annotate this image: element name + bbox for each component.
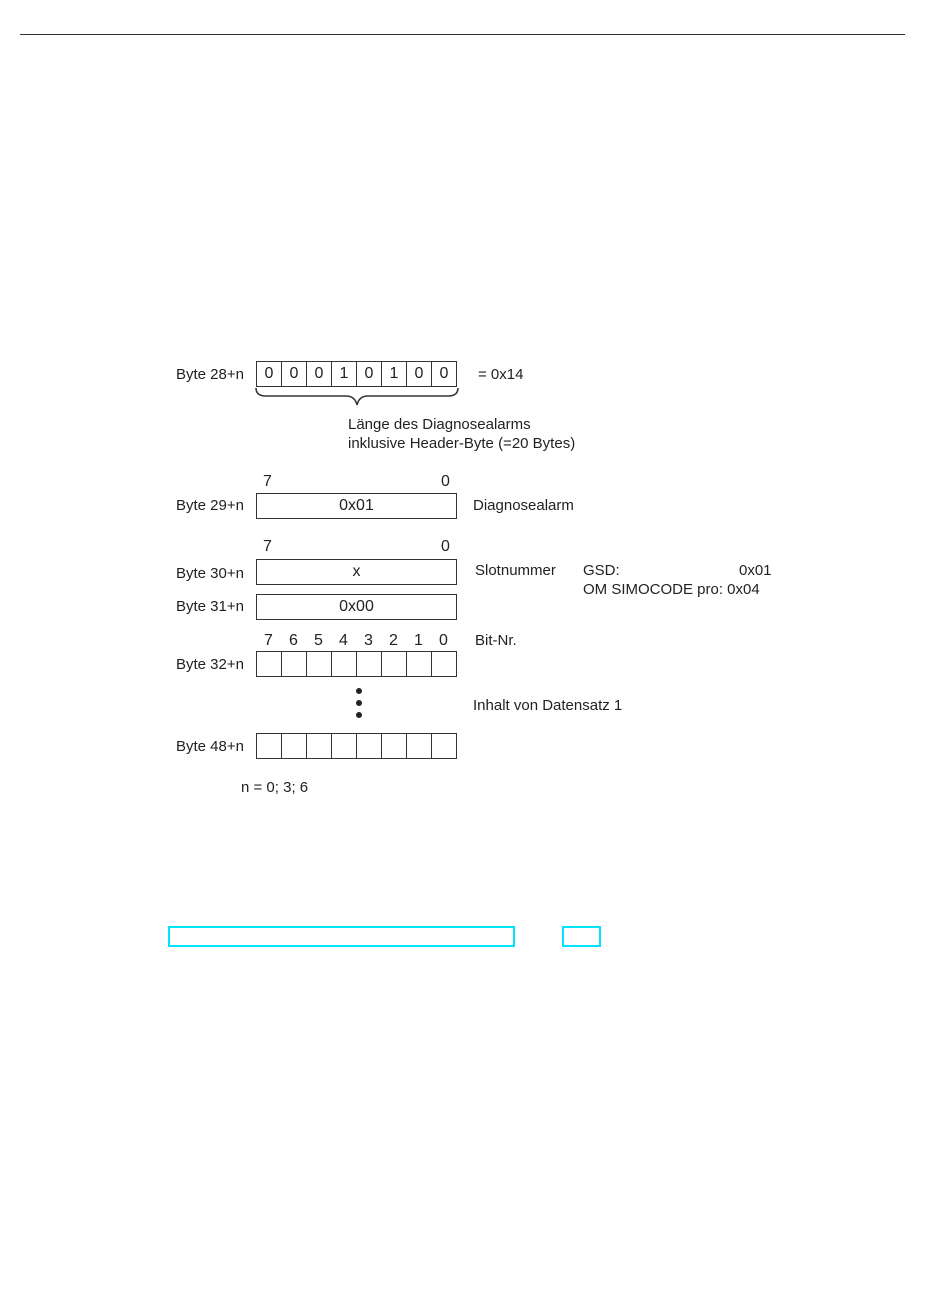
ellipsis-dot [356,700,362,706]
byte30-bit-low: 0 [441,538,450,555]
bit-number-row [256,631,456,651]
bit-cell [382,734,407,758]
bit-cell [307,734,332,758]
bit-cell [332,734,357,758]
byte48-bit-row [256,733,457,759]
bit-cell [332,652,357,676]
byte28-bit-5: 0 [307,362,332,386]
byte28-bit-2: 1 [382,362,407,386]
byte29-description: Diagnosealarm [473,497,574,514]
gsd-label: GSD: [583,562,620,579]
bit-number: 0 [439,632,448,649]
bit-cell [282,734,307,758]
bit-cell [407,734,432,758]
byte28-bit-7: 0 [257,362,282,386]
bit-cell [432,734,456,758]
byte28-hex-value: = 0x14 [478,366,524,383]
bit-nr-caption: Bit-Nr. [475,632,517,649]
byte28-label: Byte 28+n [176,366,244,383]
byte32-bit-row [256,651,457,677]
byte31-value-box: 0x00 [256,594,457,620]
bit-cell [357,734,382,758]
byte48-label: Byte 48+n [176,738,244,755]
byte32-label: Byte 32+n [176,656,244,673]
byte30-label: Byte 30+n [176,565,244,582]
byte28-bit-3: 0 [357,362,382,386]
byte30-bit-high: 7 [263,538,272,555]
byte28-bit-0: 0 [439,365,449,382]
byte29-value-box: 0x01 [256,493,457,519]
om-simocode-label: OM SIMOCODE pro: 0x04 [583,581,760,598]
link-highlight-box[interactable] [168,926,515,947]
byte31-label: Byte 31+n [176,598,244,615]
bit-number: 3 [364,632,373,649]
bit-number: 4 [339,632,348,649]
bit-cell [432,652,456,676]
datensatz-caption: Inhalt von Datensatz 1 [473,697,623,714]
byte29-label: Byte 29+n [176,497,244,514]
bit-cell [407,652,432,676]
byte28-bit-4: 1 [332,362,357,386]
slotnummer-label: Slotnummer [475,562,556,579]
bit-cell [257,734,282,758]
header-rule [20,34,905,35]
brace-caption-line1: Länge des Diagnosealarms [348,416,531,433]
n-footnote: n = 0; 3; 6 [241,779,309,796]
bit-cell [282,652,307,676]
bit-number: 7 [264,632,273,649]
byte28-bit-1: 0 [407,362,432,386]
bit-cell [257,652,282,676]
ellipsis-dot [356,688,362,694]
bit-cell [382,652,407,676]
byte30-value-box: x [256,559,457,585]
byte29-bit-high: 7 [263,473,272,490]
gsd-value: 0x01 [739,562,772,579]
bit-cell [307,652,332,676]
bit-cell [357,652,382,676]
link-highlight-box-small[interactable] [562,926,601,947]
byte28-bit-6: 0 [282,362,307,386]
bit-number: 1 [414,632,423,649]
brace-caption-line2: inklusive Header-Byte (=20 Bytes) [348,435,576,452]
byte28-bit-row [256,361,457,387]
bit-number: 5 [314,632,323,649]
bit-number: 6 [289,632,298,649]
byte29-bit-low: 0 [441,473,450,490]
curly-brace [254,386,460,408]
ellipsis-dot [356,712,362,718]
bit-number: 2 [389,632,398,649]
